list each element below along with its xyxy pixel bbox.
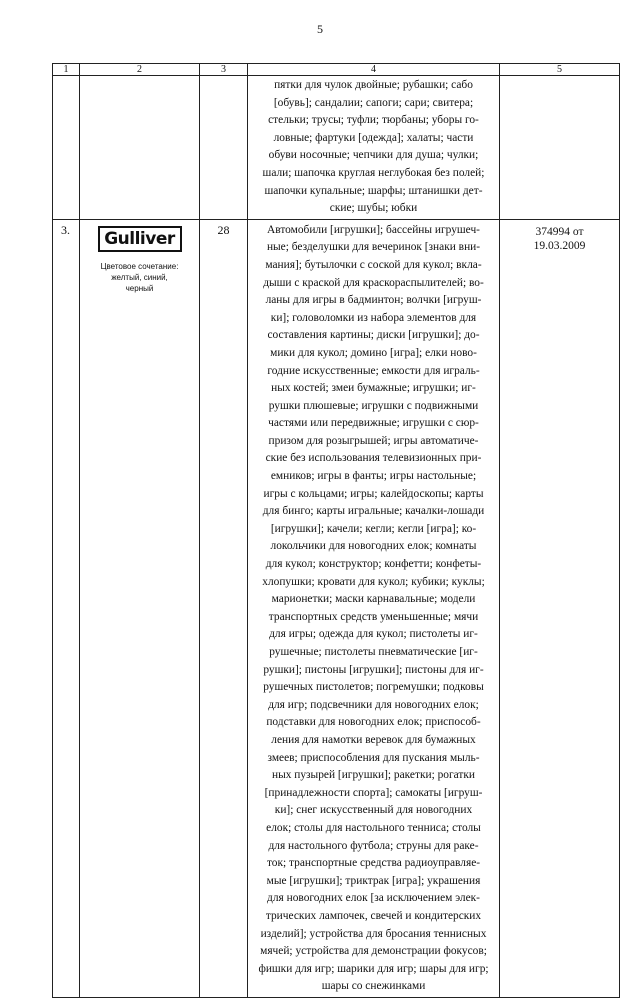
goods-line: мики для кукол; домино [игра]; елки ново- xyxy=(270,346,477,359)
goods-line: мые [игрушки]; триктрак [игра]; украшения xyxy=(266,874,481,887)
trademark-register-table xyxy=(52,63,620,998)
column-1-header: 1 xyxy=(53,64,80,76)
goods-line: обуви носочные; чепчики для душа; чулки; xyxy=(268,149,479,162)
goods-line: частями или передвижные; игрушки с сюр- xyxy=(268,417,479,430)
color-note-line: черный xyxy=(125,283,154,293)
goods-line: для кукол; конструктор; конфетти; конфеты- xyxy=(265,558,482,571)
goods-line: для бинго; карты игральные; качалки-лошади xyxy=(262,505,485,518)
column-number-header-row xyxy=(53,64,620,76)
registration-cell xyxy=(500,219,620,997)
trademark-cell xyxy=(80,219,200,997)
table-row-continuation xyxy=(53,76,620,220)
goods-line: фишки для игр; шарики для игр; шары для игр; xyxy=(258,962,489,975)
goods-line: емников; игры в фанты; игры настольные; xyxy=(270,470,477,483)
goods-line: Автомобили [игрушки]; бассейны игрушеч- xyxy=(267,223,480,236)
goods-line: ские; шубы; юбки xyxy=(329,202,418,215)
goods-line: игры с кольцами; игры; калейдоскопы; карты xyxy=(263,487,484,500)
goods-line: ления для намотки веревок для бумажных xyxy=(271,733,476,746)
goods-line: мания]; бутылочки с соской для кукол; вкла- xyxy=(265,258,482,271)
goods-line: ланы для игры в бадминтон; волчки [игруш- xyxy=(265,294,482,307)
column-2-header: 2 xyxy=(80,64,200,76)
gulliver-logo: Gulliver xyxy=(98,226,182,252)
color-note-line: Цветовое сочетание: xyxy=(100,261,179,271)
goods-line: для игр; подсвечники для новогодних елок; xyxy=(268,698,479,711)
goods-line: [принадлежности спорта]; самокаты [игруш- xyxy=(264,786,483,799)
goods-line: составления картины; диски [игрушки]; до- xyxy=(267,329,480,342)
goods-line: [игрушки]; качели; кегли; кегли [игра]; ко- xyxy=(270,522,477,535)
goods-line: ток; транспортные средства радиоуправляе- xyxy=(266,857,481,870)
goods-line: локольчики для новогодних елок; комнаты xyxy=(270,540,477,553)
goods-line: ных пузырей [игрушки]; ракетки; рогатки xyxy=(271,769,476,782)
entry-number-cell: 3. xyxy=(53,219,80,997)
goods-line: [обувь]; сандалии; сапоги; сари; свитера; xyxy=(273,96,474,109)
goods-line: дыши с краской для краскораспылителей; во- xyxy=(263,276,484,289)
goods-line: для новогодних елок [за исключением элек- xyxy=(267,892,480,905)
goods-line: ловные; фартуки [одежда]; халаты; части xyxy=(273,131,474,144)
goods-line: трических лампочек, свечей и кондитерских xyxy=(265,909,482,922)
continuation-goods-cell xyxy=(248,76,500,220)
continuation-number-cell xyxy=(53,76,80,220)
goods-line: хлопушки; кровати для кукол; кубики; куклы; xyxy=(262,575,485,588)
goods-list-cell xyxy=(248,219,500,997)
column-5-header: 5 xyxy=(500,64,620,76)
goods-line: мячей; устройства для демонстрации фокусов; xyxy=(260,945,487,958)
goods-line: шали; шапочка круглая неглубокая без полей; xyxy=(262,166,485,179)
column-3-header: 3 xyxy=(200,64,248,76)
color-note-line: желтый, синий, xyxy=(111,272,168,282)
goods-line: елок; столы для настольного тенниса; столы xyxy=(266,821,481,834)
goods-line: рушки]; пистоны [игрушки]; пистоны для иг- xyxy=(263,663,484,676)
goods-line: шапочки купальные; шарфы; штанишки дет- xyxy=(264,184,483,197)
goods-line: ных костей; змеи бумажные; игрушки; иг- xyxy=(271,382,476,395)
page-number: 5 xyxy=(317,22,323,36)
goods-line: рушечные; пистолеты пневматические [иг- xyxy=(269,646,478,658)
goods-line: стельки; трусы; туфли; тюрбаны; уборы го- xyxy=(268,114,479,127)
goods-line: годние искусственные; емкости для играль- xyxy=(267,364,480,377)
goods-line: ки]; головоломки из набора элементов для xyxy=(270,311,477,324)
table-row-entry-3 xyxy=(53,219,620,997)
continuation-mark-cell xyxy=(80,76,200,220)
goods-line: пятки для чулок двойные; рубашки; сабо xyxy=(274,79,473,91)
goods-line: для игры; одежда для кукол; пистолеты иг- xyxy=(269,628,478,641)
goods-line: рушки плюшевые; игрушки с подвижными xyxy=(268,399,479,412)
goods-line: змеев; приспособления для пускания мыль- xyxy=(267,751,480,764)
class-cell: 28 xyxy=(200,219,248,997)
goods-line: изделий]; устройства для бросания теннисных xyxy=(260,927,487,940)
color-combination-note xyxy=(82,261,197,294)
goods-line: призом для розыгрышей; игры автоматиче- xyxy=(268,434,479,447)
registration-number: 374994 от xyxy=(535,225,584,238)
goods-line: шары со снежинками xyxy=(321,980,426,993)
continuation-registration-cell xyxy=(500,76,620,220)
goods-line: для настольного футбола; струны для раке- xyxy=(268,839,479,852)
goods-line: транспортных средств уменьшенные; мячи xyxy=(268,610,479,623)
goods-line: ки]; снег искусственный для новогодних xyxy=(274,804,473,817)
goods-line: марионетки; маски карнавальные; модели xyxy=(271,593,476,606)
goods-line: подставки для новогодних елок; приспособ- xyxy=(266,716,481,729)
goods-line: рушечных пистолетов; погремушки; подковы xyxy=(263,681,484,694)
column-4-header: 4 xyxy=(248,64,500,76)
goods-line: ские без использования телевизионных при- xyxy=(265,452,482,465)
continuation-class-cell xyxy=(200,76,248,220)
goods-line: ные; безделушки для вечеринок [знаки вни- xyxy=(266,241,481,254)
registration-date: 19.03.2009 xyxy=(533,239,586,252)
